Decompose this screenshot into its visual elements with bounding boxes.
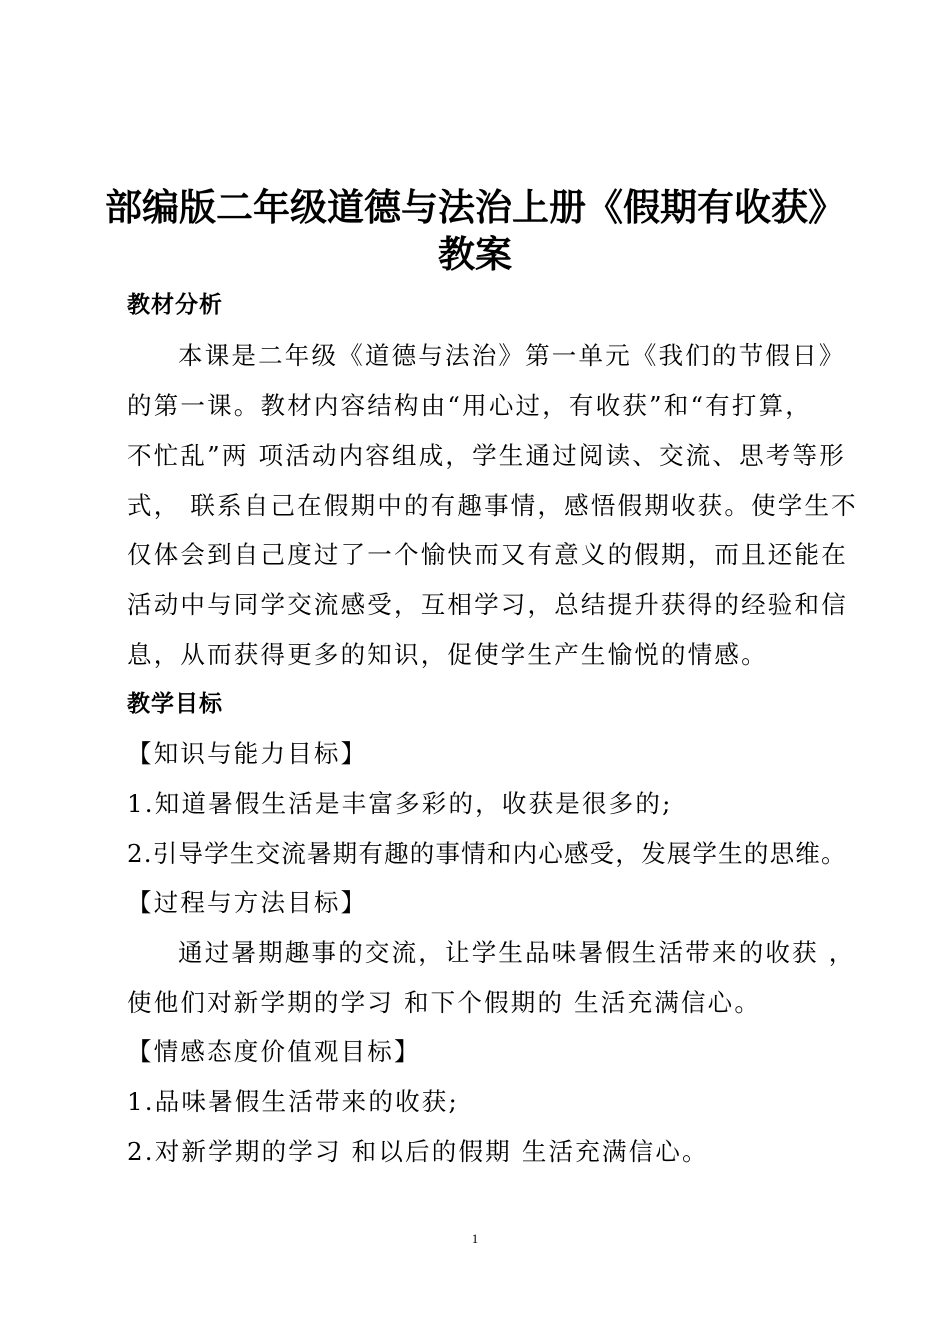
analysis-line-2: 的第一课。教材内容结构由“用心过，有收获”和“有打算， xyxy=(127,391,812,420)
section-heading-analysis: 教材分析 xyxy=(127,292,223,318)
analysis-line-6: 活动中与同学交流感受，互相学习，总结提升获得的经验和信 xyxy=(127,590,848,619)
process-goal-line-2: 使他们对新学期的学习 和下个假期的 生活充满信心。 xyxy=(127,988,762,1017)
analysis-line-5: 仅体会到自己度过了一个愉快而又有意义的假期，而且还能在 xyxy=(127,540,848,569)
section-heading-goals: 教学目标 xyxy=(127,691,223,717)
document-title-line-2: 教案 xyxy=(438,232,512,276)
emotion-goal-item-2: 2.对新学期的学习 和以后的假期 生活充满信心。 xyxy=(127,1137,709,1166)
emotion-goal-item-1: 1.品味暑假生活带来的收获; xyxy=(127,1087,459,1116)
document-title-line-1: 部编版二年级道德与法治上册《假期有收获》 xyxy=(105,185,845,229)
analysis-line-3: 不忙乱”两 项活动内容组成，学生通过阅读、交流、思考等形 xyxy=(127,441,846,470)
analysis-line-1: 本课是二年级《道德与法治》第一单元《我们的节假日》 xyxy=(178,341,846,370)
process-goal-label: 【过程与方法目标】 xyxy=(127,888,368,917)
knowledge-goal-label: 【知识与能力目标】 xyxy=(127,739,368,768)
page-number: 1 xyxy=(471,1231,479,1246)
process-goal-line-1: 通过暑期趣事的交流，让学生品味暑假生活带来的收获 ， xyxy=(178,938,856,967)
emotion-goal-label: 【情感态度价值观目标】 xyxy=(127,1037,421,1066)
knowledge-goal-item-1: 1.知道暑假生活是丰富多彩的，收获是很多的; xyxy=(127,789,673,818)
analysis-line-4: 式， 联系自己在假期中的有趣事情，感悟假期收获。使学生不 xyxy=(127,491,858,520)
analysis-line-7: 息，从而获得更多的知识，促使学生产生愉悦的情感。 xyxy=(127,640,768,669)
knowledge-goal-item-2: 2.引导学生交流暑期有趣的事情和内心感受，发展学生的思维。 xyxy=(127,839,847,868)
